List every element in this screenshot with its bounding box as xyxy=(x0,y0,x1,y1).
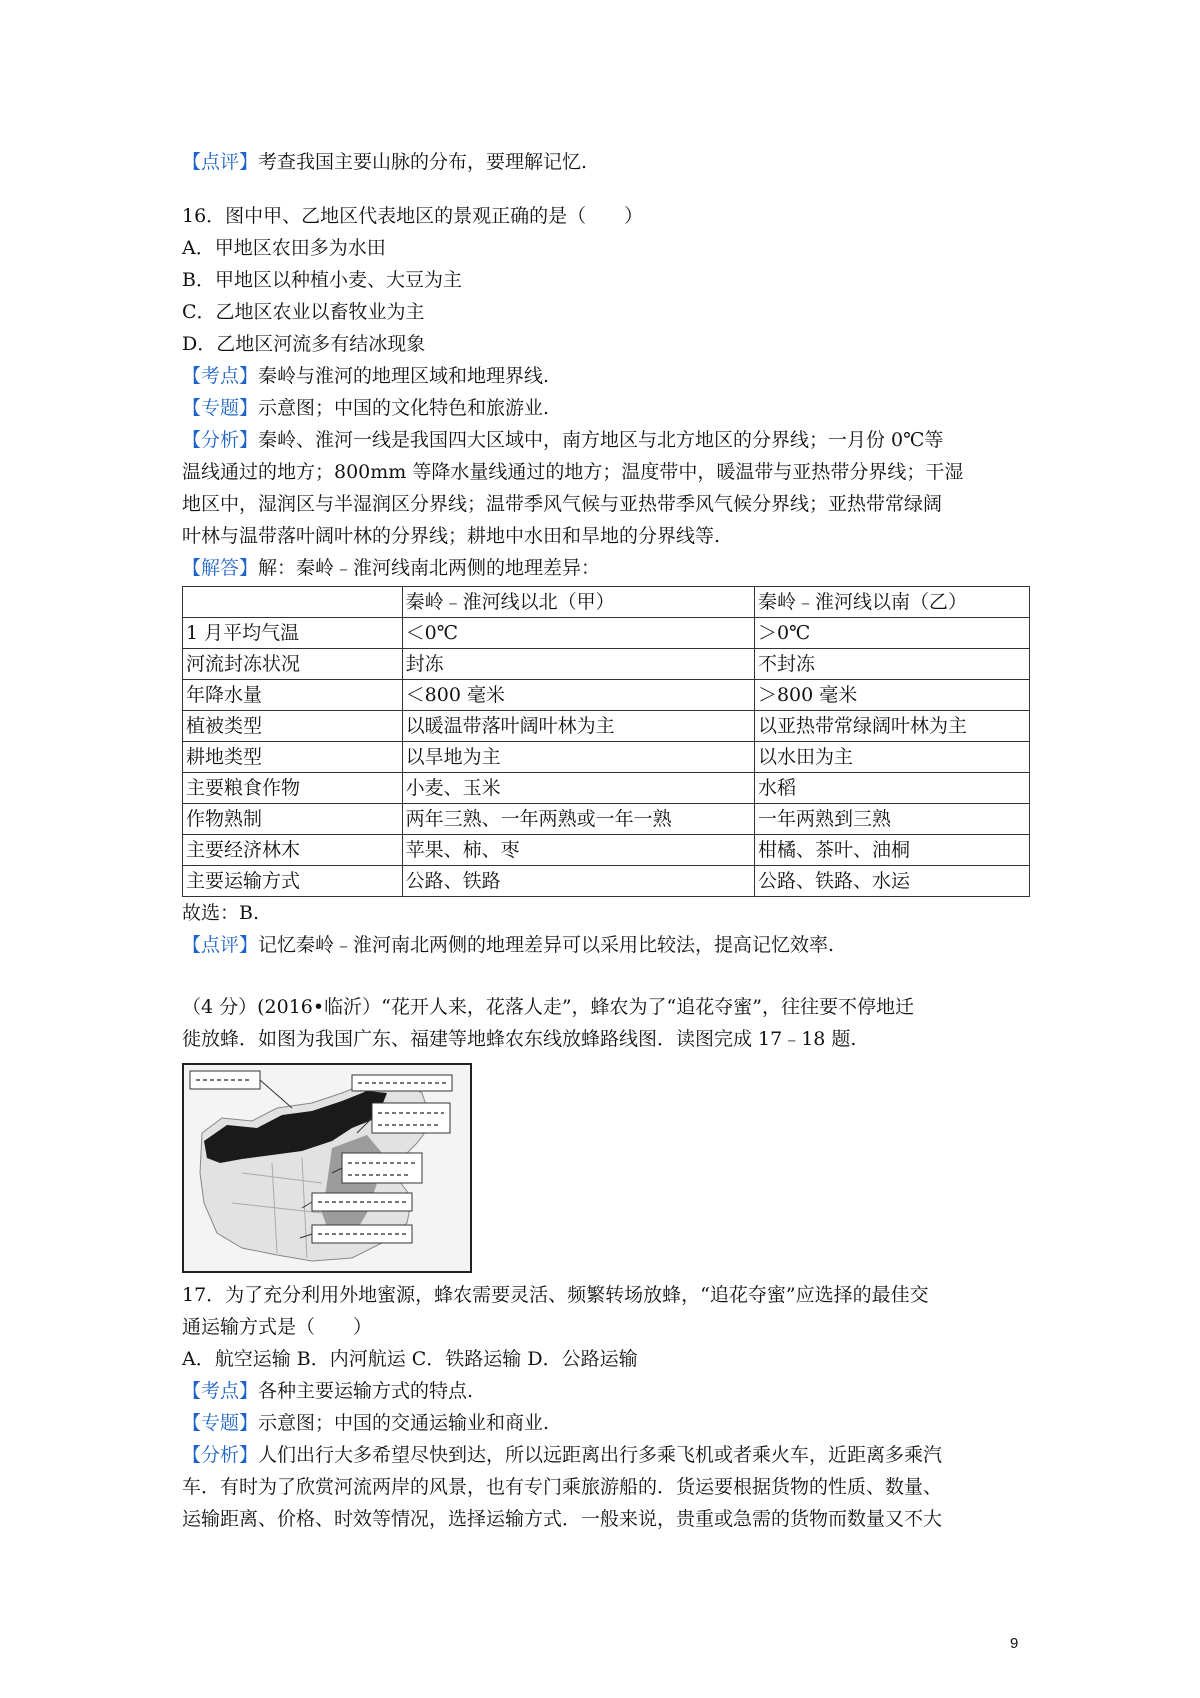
table-cell: 主要运输方式 xyxy=(183,866,403,897)
table-cell: 封冻 xyxy=(402,649,754,680)
intro-line-2: 徙放蜂．如图为我国广东、福建等地蜂农东线放蜂路线图．读图完成 17﹣18 题. xyxy=(182,1028,857,1050)
bee-route-map-image xyxy=(182,1063,472,1273)
q16-answer: 故选：B. xyxy=(182,902,260,924)
table-cell: ＞0℃ xyxy=(754,618,1029,649)
table-cell: 年降水量 xyxy=(183,680,403,711)
q16-fenxi-line-1 xyxy=(182,424,1030,456)
q17-options: A．航空运输 B．内河航运 C．铁路运输 D．公路运输 xyxy=(182,1348,638,1370)
table-cell: 1 月平均气温 xyxy=(183,618,403,649)
table-cell: ＞800 毫米 xyxy=(754,680,1029,711)
q16-kaodian-text: 秦岭与淮河的地理区域和地理界线. xyxy=(258,365,550,387)
page-number: 9 xyxy=(1010,1635,1019,1652)
table-row xyxy=(183,804,1030,835)
page-content xyxy=(182,146,1030,1535)
table-cell: 作物熟制 xyxy=(183,804,403,835)
table-row xyxy=(183,866,1030,897)
table-cell: 柑橘、茶叶、油桐 xyxy=(754,835,1029,866)
q17-stem-line-2: 通运输方式是（ ） xyxy=(182,1316,373,1338)
table-cell: 植被类型 xyxy=(183,711,403,742)
q16-option-c: C．乙地区农业以畜牧业为主 xyxy=(182,301,425,323)
q16-option-a: A．甲地区农田多为水田 xyxy=(182,237,386,259)
table-cell: ＜0℃ xyxy=(402,618,754,649)
table-cell: ＜800 毫米 xyxy=(402,680,754,711)
table-row xyxy=(183,742,1030,773)
table-cell: 一年两熟到三熟 xyxy=(754,804,1029,835)
table-row xyxy=(183,649,1030,680)
table-header-cell xyxy=(183,587,403,618)
table-cell: 两年三熟、一年两熟或一年一熟 xyxy=(402,804,754,835)
zhuanti-tag: 【专题】 xyxy=(182,1412,259,1434)
q17-fenxi-line-1 xyxy=(182,1439,1030,1471)
comment-tag: 【点评】 xyxy=(182,151,259,173)
q16-comment-text: 记忆秦岭﹣淮河南北两侧的地理差异可以采用比较法，提高记忆效率. xyxy=(258,934,835,956)
prev-comment-text: 考查我国主要山脉的分布，要理解记忆. xyxy=(258,151,588,173)
table-cell: 河流封冻状况 xyxy=(183,649,403,680)
kaodian-tag: 【考点】 xyxy=(182,1380,259,1402)
q17-zhuanti xyxy=(182,1407,1030,1439)
jieda-tag: 【解答】 xyxy=(182,557,259,579)
q16-comment xyxy=(182,929,1030,961)
table-header-cell: 秦岭﹣淮河线以北（甲） xyxy=(402,587,754,618)
q16-option-d: D．乙地区河流多有结冰现象 xyxy=(182,333,426,355)
q16-stem: 16．图中甲、乙地区代表地区的景观正确的是（ ） xyxy=(182,205,644,227)
q16-fenxi-line-4: 叶林与温带落叶阔叶林的分界线；耕地中水田和旱地的分界线等. xyxy=(182,525,721,547)
table-row xyxy=(183,680,1030,711)
prev-comment xyxy=(182,146,1030,178)
q16-fenxi-line-2: 温线通过的地方；800mm 等降水量线通过的地方；温度带中，暖温带与亚热带分界线；干湿 xyxy=(182,461,964,483)
table-row xyxy=(183,773,1030,804)
table-cell: 小麦、玉米 xyxy=(402,773,754,804)
table-cell: 以亚热带常绿阔叶林为主 xyxy=(754,711,1029,742)
q16-kaodian xyxy=(182,360,1030,392)
table-cell: 主要粮食作物 xyxy=(183,773,403,804)
comment-tag: 【点评】 xyxy=(182,934,259,956)
kaodian-tag: 【考点】 xyxy=(182,365,259,387)
q16-jieda-text: 解：秦岭﹣淮河线南北两侧的地理差异： xyxy=(258,557,601,579)
table-cell: 公路、铁路、水运 xyxy=(754,866,1029,897)
q16-zhuanti xyxy=(182,392,1030,424)
zhuanti-tag: 【专题】 xyxy=(182,397,259,419)
fenxi-tag: 【分析】 xyxy=(182,429,259,451)
table-row xyxy=(183,618,1030,649)
table-row xyxy=(183,711,1030,742)
q17-stem-line-1: 17．为了充分利用外地蜜源，蜂农需要灵活、频繁转场放蜂，“追花夺蜜”应选择的最佳交 xyxy=(182,1284,929,1306)
table-header-cell: 秦岭﹣淮河线以南（乙） xyxy=(754,587,1029,618)
table-cell: 苹果、柿、枣 xyxy=(402,835,754,866)
q17-zhuanti-text: 示意图；中国的交通运输业和商业. xyxy=(258,1412,550,1434)
table-cell: 不封冻 xyxy=(754,649,1029,680)
q16-fenxi-text-1: 秦岭、淮河一线是我国四大区域中，南方地区与北方地区的分界线；一月份 0℃等 xyxy=(258,429,944,451)
q17-kaodian-text: 各种主要运输方式的特点. xyxy=(258,1380,474,1402)
table-cell: 以旱地为主 xyxy=(402,742,754,773)
table-cell: 以水田为主 xyxy=(754,742,1029,773)
q17-fenxi-line-2: 车．有时为了欣赏河流两岸的风景，也有专门乘旅游船的．货运要根据货物的性质、数量、 xyxy=(182,1476,943,1498)
q16-option-b: B．甲地区以种植小麦、大豆为主 xyxy=(182,269,462,291)
table-header-row xyxy=(183,587,1030,618)
table-cell: 公路、铁路 xyxy=(402,866,754,897)
table-cell: 水稻 xyxy=(754,773,1029,804)
q17-fenxi-text-1: 人们出行大多希望尽快到达，所以远距离出行多乘飞机或者乘火车，近距离多乘汽 xyxy=(258,1444,943,1466)
intro-line-1: （4 分）(2016•临沂）“花开人来，花落人走”，蜂农为了“追花夺蜜”，往往要不停地迁 xyxy=(182,996,914,1018)
difference-table xyxy=(182,586,1030,897)
table-cell: 耕地类型 xyxy=(183,742,403,773)
q16-fenxi-line-3: 地区中，湿润区与半湿润区分界线；温带季风气候与亚热带季风气候分界线；亚热带常绿阔 xyxy=(182,493,943,515)
table-cell: 主要经济林木 xyxy=(183,835,403,866)
q16-zhuanti-text: 示意图；中国的文化特色和旅游业. xyxy=(258,397,550,419)
q17-fenxi-line-3: 运输距离、价格、时效等情况，选择运输方式．一般来说，贵重或急需的货物而数量又不大 xyxy=(182,1508,943,1530)
table-cell: 以暖温带落叶阔叶林为主 xyxy=(402,711,754,742)
q17-kaodian xyxy=(182,1375,1030,1407)
fenxi-tag: 【分析】 xyxy=(182,1444,259,1466)
table-row xyxy=(183,835,1030,866)
q16-jieda xyxy=(182,552,1030,584)
